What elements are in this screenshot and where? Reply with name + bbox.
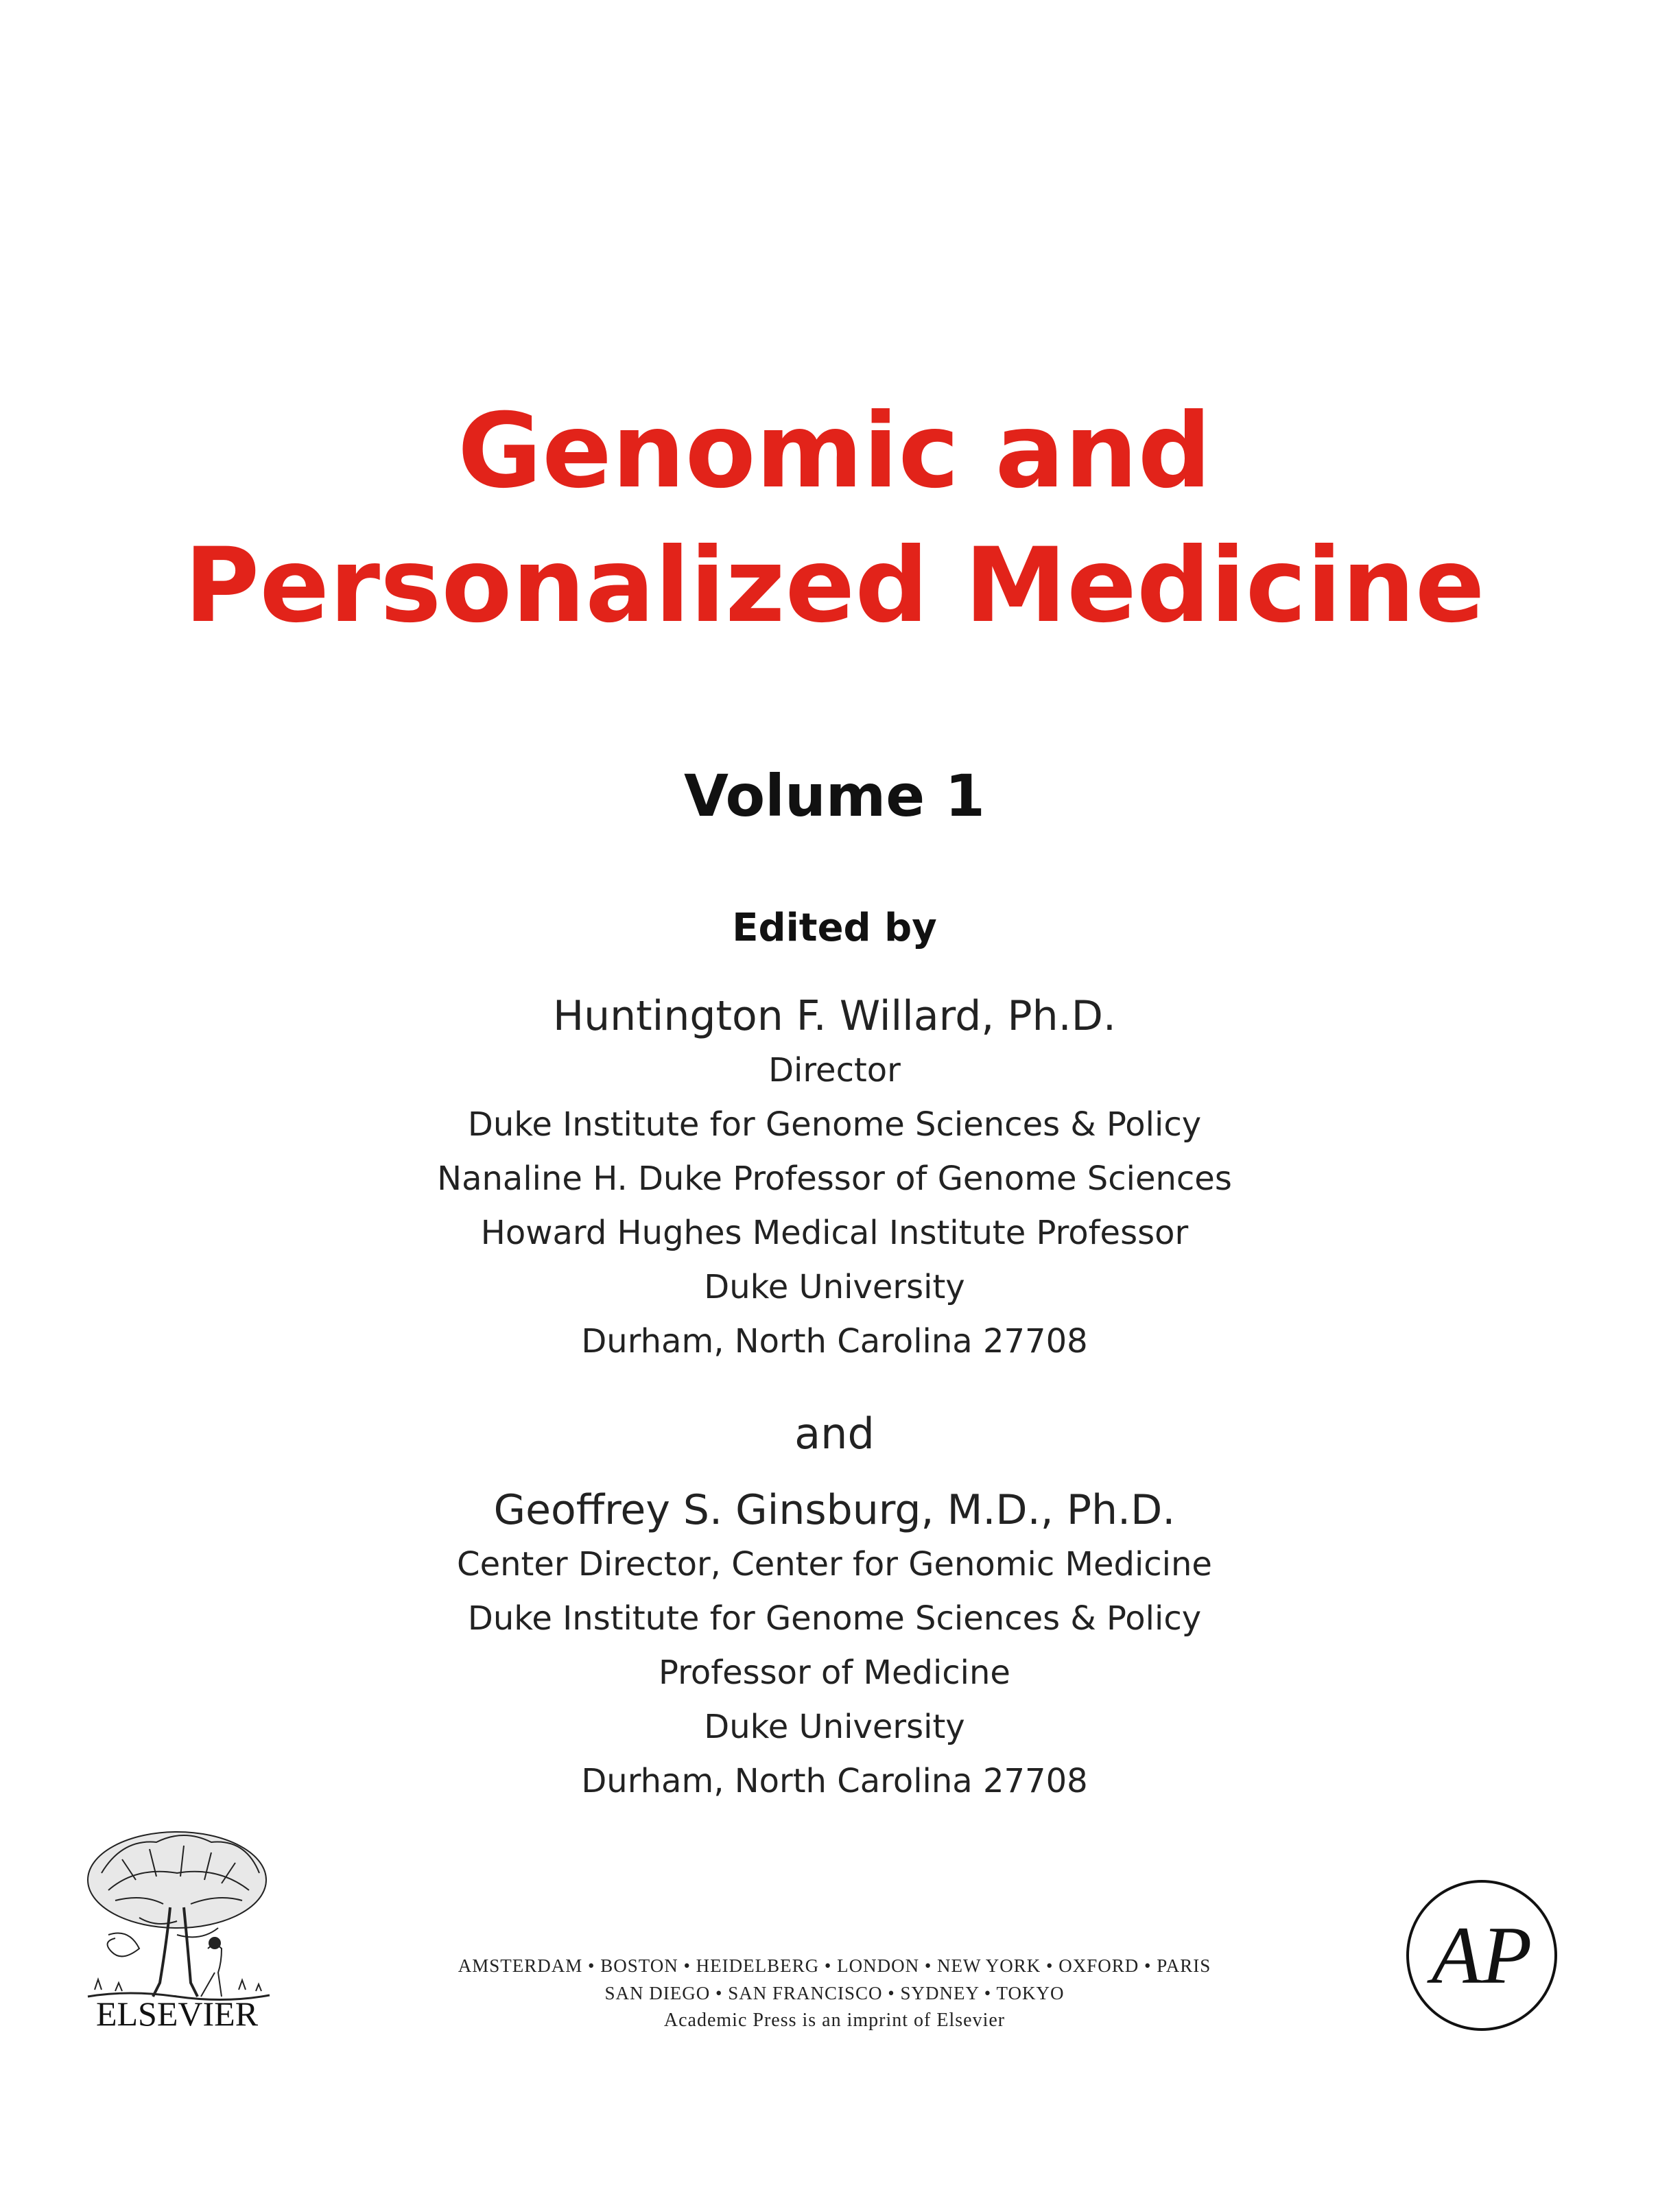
editor-block-2 [0,1485,1669,1809]
editor-affiliation: Duke University [704,1708,965,1746]
editor-affiliation: Durham, North Carolina 27708 [581,1322,1088,1361]
book-title [0,384,1669,653]
volume-label: Volume 1 [684,762,985,830]
elsevier-wordmark: ELSEVIER [95,1995,259,2033]
editor-affiliation: Director [768,1051,901,1090]
editor-name: Geoffrey S. Ginsburg, M.D., Ph.D. [493,1486,1176,1534]
and-separator: and [794,1409,875,1459]
editor-name: Huntington F. Willard, Ph.D. [552,992,1116,1040]
editor-affiliation: Durham, North Carolina 27708 [581,1762,1088,1800]
publisher-imprint: Academic Press is an imprint of Elsevier [663,2010,1006,2031]
editor-affiliation: Duke University [704,1268,965,1306]
ap-letters: AP [1431,1909,1532,2001]
editor-affiliation: Duke Institute for Genome Sciences & Policy [467,1599,1202,1638]
editor-affiliation: Center Director, Center for Genomic Medicine [457,1545,1212,1584]
publisher-cities-line-2: SAN DIEGO • SAN FRANCISCO • SYDNEY • TOKYO [604,1983,1065,2003]
book-title-line-2: Personalized Medicine [184,526,1485,646]
editor-affiliation: Professor of Medicine [659,1654,1010,1692]
editor-affiliation: Duke Institute for Genome Sciences & Policy [467,1105,1202,1144]
editor-block-1 [0,991,1669,1369]
edited-by-label: Edited by [732,906,937,950]
editor-affiliation: Howard Hughes Medical Institute Professor [480,1214,1189,1252]
publisher-cities-line-1: AMSTERDAM • BOSTON • HEIDELBERG • LONDON • NEW YORK • OXFORD • PARIS [458,1955,1211,1976]
editor-affiliation: Nanaline H. Duke Professor of Genome Sciences [437,1160,1232,1198]
book-title-line-1: Genomic and [458,392,1211,511]
academic-press-ap-icon [1403,1876,1561,2034]
